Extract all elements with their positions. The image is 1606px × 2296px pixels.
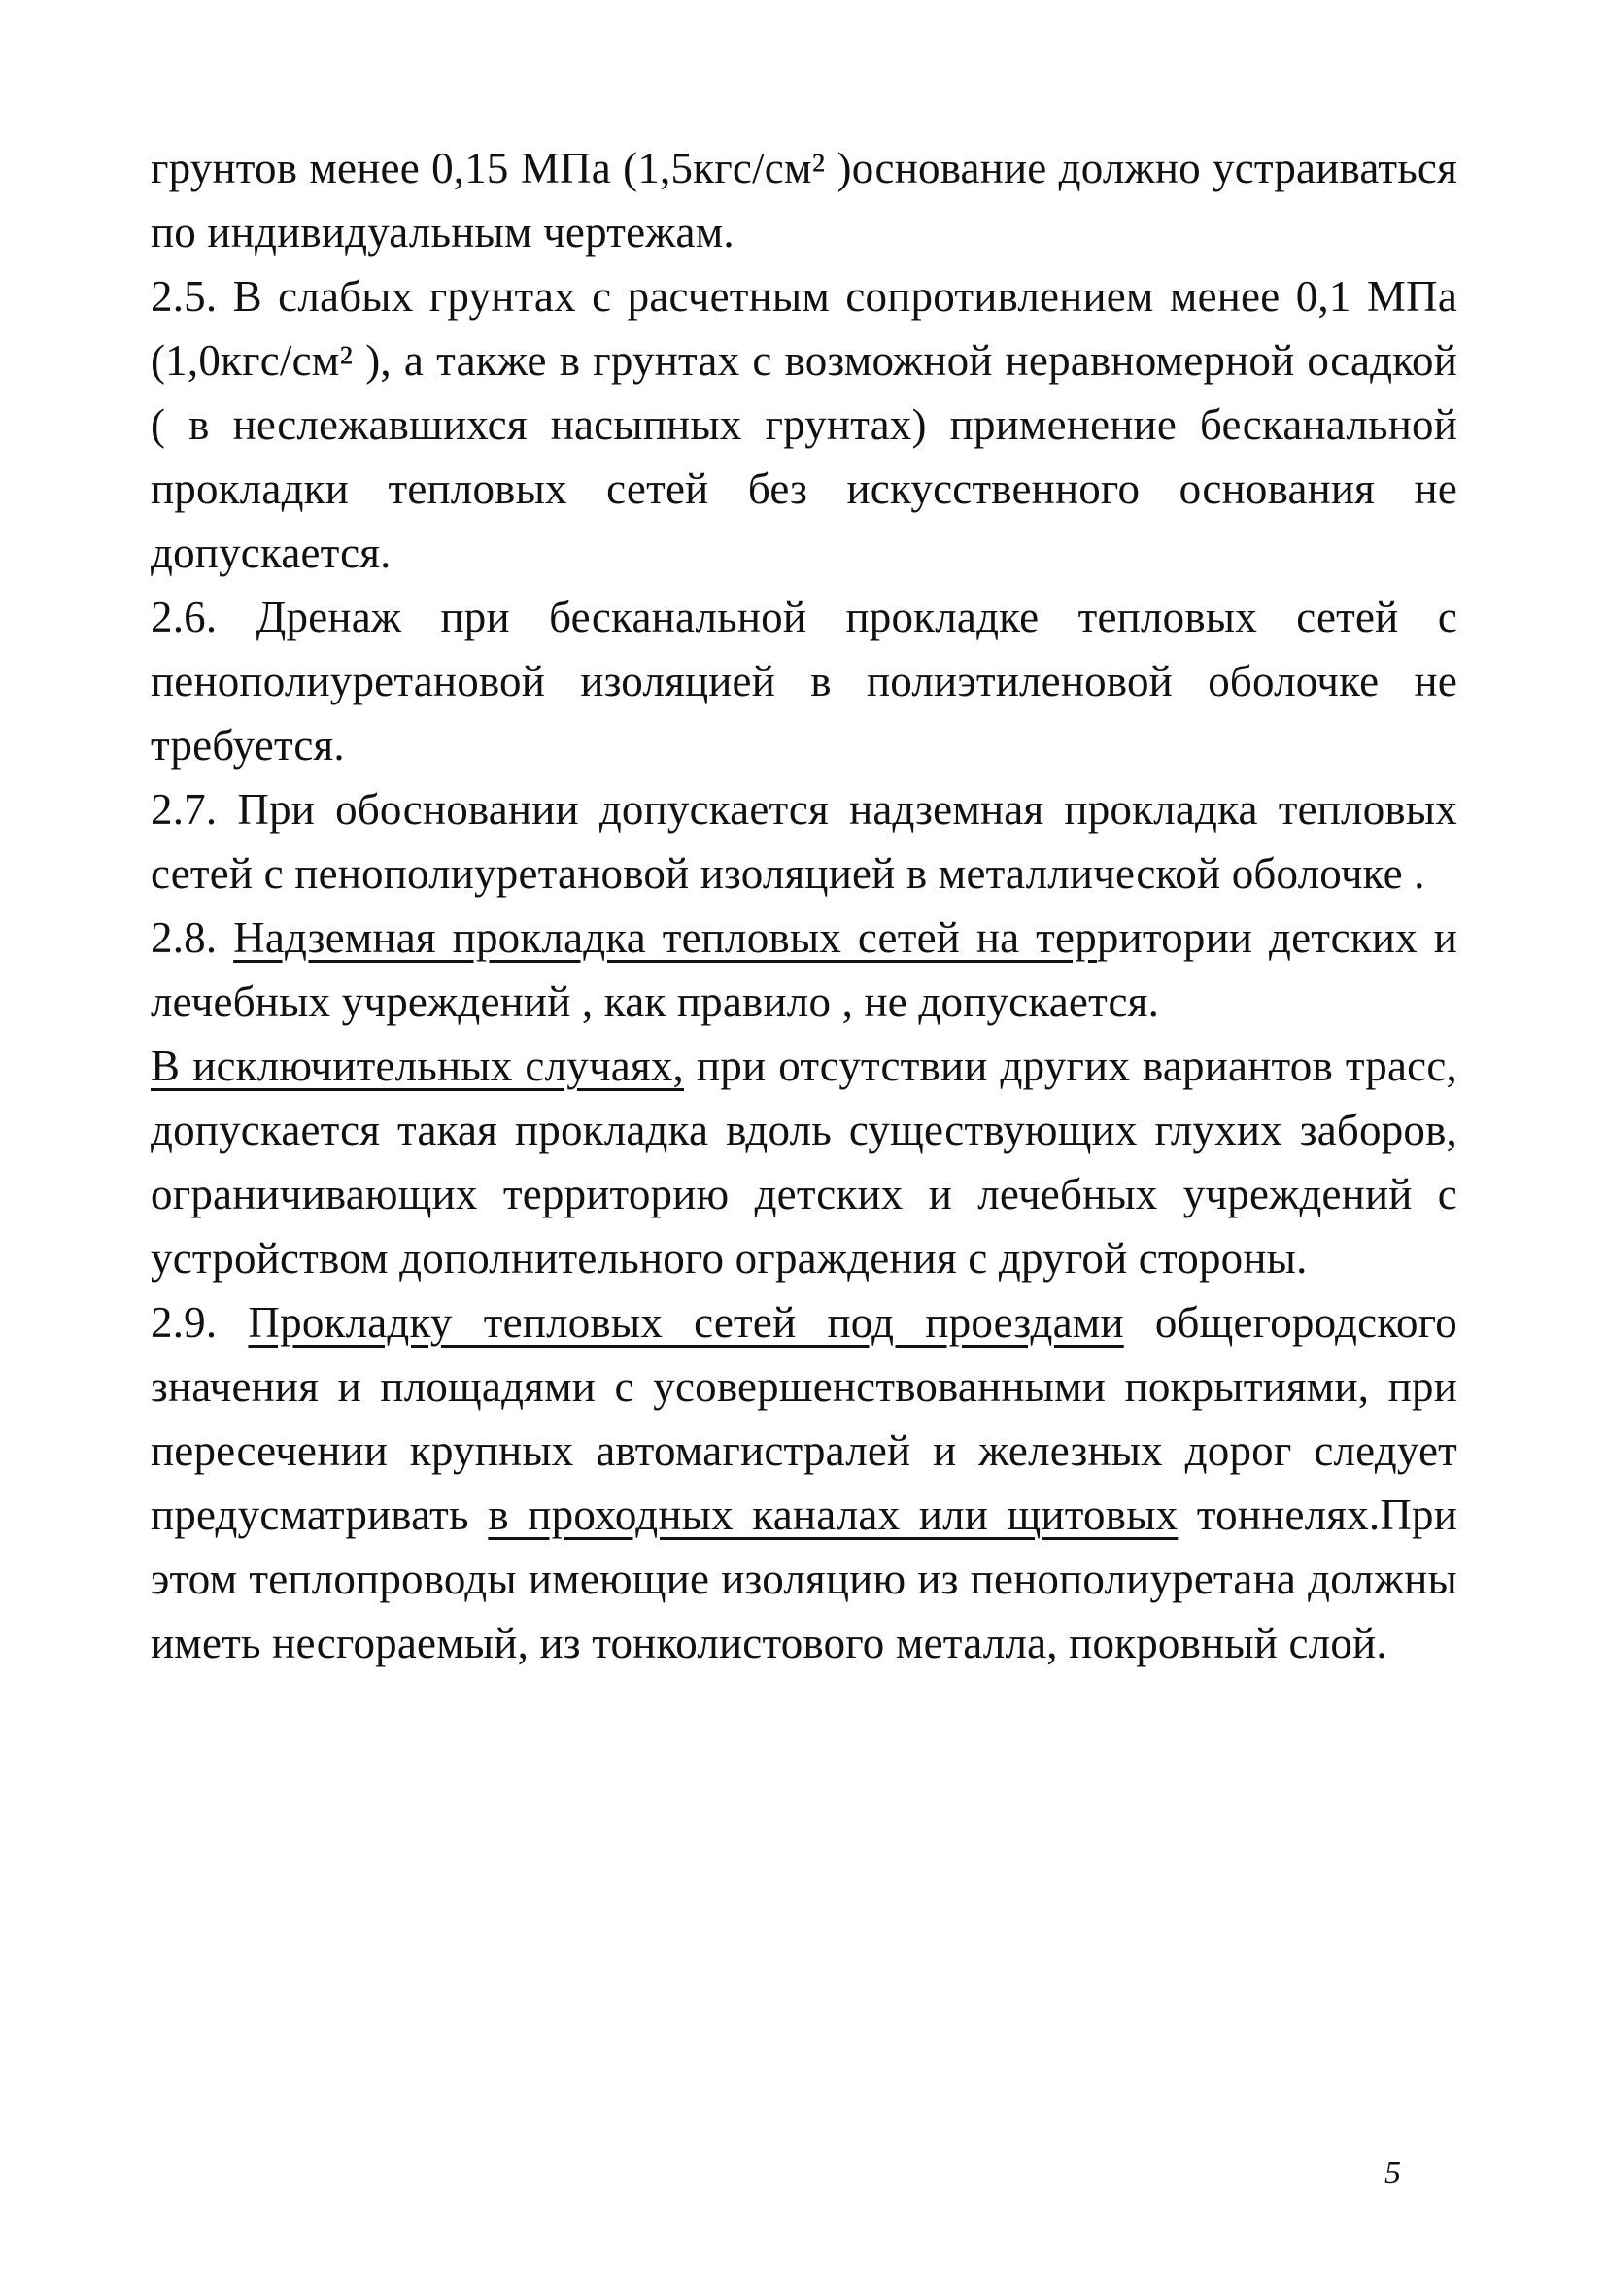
text-segment: при отсутствии других вариантов трасс, допускается такая прокладка вдоль существующих глухих заборов, ограничивающих территорию детских и лечебных учреждений с устройством дополнительного ограждения с другой стороны. <box>151 1042 1457 1283</box>
text-segment: общегородского значения и площадями с усовершенствованными покрытиями, при пересечении крупных автомагистралей и железных дорог следует предусматривать <box>151 1298 1457 1539</box>
underlined-text-segment: В исключительных случаях, <box>151 1042 684 1090</box>
paragraph-2-8 <box>151 906 1457 1034</box>
paragraph-2-8-exception <box>151 1034 1457 1290</box>
page-number: 5 <box>1384 2155 1401 2191</box>
text-segment: 2.5. В слабых грунтах с расчетным сопротивлением менее 0,1 МПа (1,0кгс/см² ), а также в грунтах с возможной неравномерной осадкой ( в неслежавшихся насыпных грунтах) применение бесканальной прокладки тепловых сетей без искусственного основания не допускается. <box>151 272 1457 577</box>
text-segment: 2.9. <box>151 1298 249 1347</box>
paragraph-2-9 <box>151 1290 1457 1675</box>
body-text <box>151 136 1457 1675</box>
text-segment: ритории детских и лечебных учреждений , как правило , не допускается. <box>151 913 1457 1026</box>
text-segment: 2.7. При обосновании допускается надземная прокладка тепловых сетей с пенополиуретановой изоляцией в металлической оболочке . <box>151 785 1457 898</box>
paragraph-continuation <box>151 136 1457 264</box>
text-segment: тоннелях.При этом теплопроводы имеющие изоляцию из пенополиуретана должны иметь несгораемый, из тонколистового металла, покровный слой. <box>151 1491 1457 1667</box>
underlined-text-segment: в проходных каналах или щитовых <box>488 1491 1179 1539</box>
paragraph-2-6 <box>151 585 1457 777</box>
underlined-text-segment: Прокладку тепловых сетей под проездами <box>248 1298 1124 1347</box>
underlined-text-segment: Надземная прокладка тепловых сетей на тер <box>233 913 1097 962</box>
text-segment: 2.8. <box>151 913 234 962</box>
paragraph-2-5 <box>151 264 1457 585</box>
text-segment: грунтов менее 0,15 МПа (1,5кгс/см² )основание должно устраиваться по индивидуальным чертежам. <box>151 144 1457 257</box>
text-segment: 2.6. Дренаж при бесканальной прокладке тепловых сетей с пенополиуретановой изоляцией в полиэтиленовой оболочке не требуется. <box>151 593 1457 770</box>
paragraph-2-7 <box>151 777 1457 906</box>
